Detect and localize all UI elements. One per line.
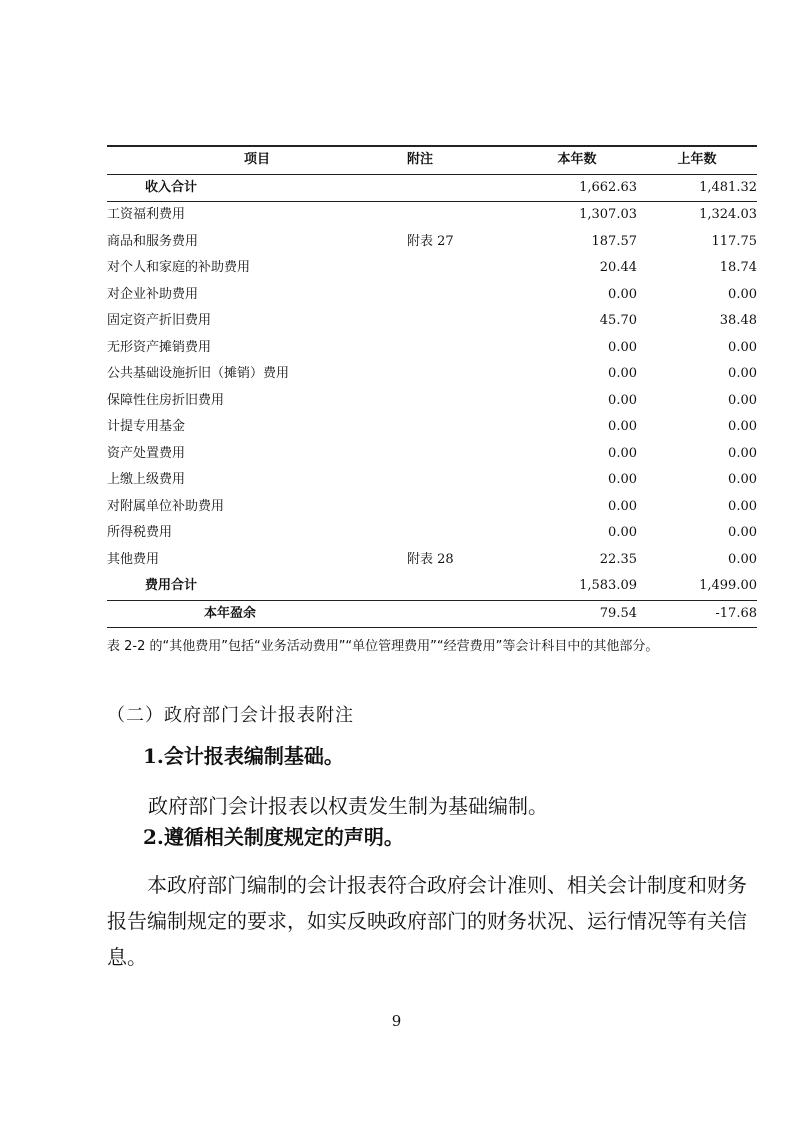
surplus-row — [107, 600, 757, 628]
row-current-value: 79.54 — [599, 605, 637, 621]
row-previous-value: 0.00 — [728, 339, 757, 355]
paragraph-2: 本政府部门编制的会计报表符合政府会计准则、相关会计制度和财务报告编制规定的要求，如实反映政府部门的财务状况、运行情况等有关信息。 — [107, 873, 747, 969]
row-current-value: 0.00 — [608, 445, 637, 461]
row-previous-value: 0.00 — [728, 419, 757, 434]
row-previous-value: 0.00 — [728, 498, 757, 514]
paragraph-1: 政府部门会计报表以权责发生制为基础编制。 — [148, 794, 548, 818]
subsection-heading-1: 1.会计报表编制基础。 — [143, 744, 344, 768]
row-note — [407, 600, 517, 628]
row-previous-value: 0.00 — [728, 286, 757, 302]
row-label: 对附属单位补助费用 — [107, 498, 225, 514]
row-note — [407, 255, 517, 282]
row-note — [407, 202, 517, 229]
row-current-value: 0.00 — [608, 339, 637, 355]
row-previous-value: 0.00 — [728, 392, 757, 408]
row-label: 其他费用 — [107, 551, 160, 567]
row-label: 收入合计 — [145, 179, 198, 195]
income-total-row — [107, 174, 757, 202]
table-row — [107, 361, 757, 388]
row-previous-value: 0.00 — [728, 525, 757, 540]
row-current-value: 20.44 — [599, 260, 637, 275]
table-row — [107, 202, 757, 229]
table-row — [107, 520, 757, 547]
table-row — [107, 494, 757, 521]
row-label: 对企业补助费用 — [107, 286, 199, 302]
header-item: 项目 — [243, 152, 270, 167]
row-previous-value: 0.00 — [728, 445, 757, 461]
row-label: 对个人和家庭的补助费用 — [107, 260, 251, 275]
row-previous-value: 117.75 — [711, 233, 757, 249]
table-row — [107, 441, 757, 468]
row-label: 计提专用基金 — [107, 419, 186, 434]
row-label: 资产处置费用 — [107, 445, 186, 461]
row-note — [407, 494, 517, 521]
row-current-value: 1,583.09 — [579, 578, 637, 593]
row-previous-value: 38.48 — [719, 313, 757, 328]
header-note: 附注 — [407, 152, 434, 167]
row-note — [407, 441, 517, 468]
table-row — [107, 308, 757, 335]
header-previous-year: 上年数 — [677, 152, 717, 167]
row-previous-value: 1,481.32 — [699, 179, 757, 195]
row-label: 固定资产折旧费用 — [107, 313, 212, 328]
row-current-value: 0.00 — [608, 286, 637, 302]
table-row — [107, 335, 757, 362]
row-note — [407, 174, 517, 202]
row-label: 费用合计 — [145, 578, 198, 593]
row-current-value: 1,307.03 — [579, 207, 637, 222]
row-previous-value: 0.00 — [728, 551, 757, 567]
table-row — [107, 467, 757, 494]
row-current-value: 0.00 — [608, 472, 637, 487]
row-current-value: 0.00 — [608, 392, 637, 408]
row-note — [407, 388, 517, 415]
row-label: 保障性住房折旧费用 — [107, 392, 225, 408]
row-note: 附表 28 — [407, 551, 454, 567]
row-current-value: 22.35 — [599, 551, 637, 567]
expense-total-row — [107, 573, 757, 600]
row-note — [407, 308, 517, 335]
row-current-value: 0.00 — [608, 525, 637, 540]
table-row — [107, 547, 757, 574]
table-header-row — [107, 146, 757, 174]
row-label: 商品和服务费用 — [107, 233, 199, 249]
table-row — [107, 388, 757, 415]
row-previous-value: 1,324.03 — [699, 207, 757, 222]
row-note — [407, 361, 517, 388]
row-previous-value: 1,499.00 — [699, 578, 757, 593]
table-row — [107, 414, 757, 441]
table-row — [107, 229, 757, 256]
row-previous-value: -17.68 — [715, 605, 757, 621]
row-label: 工资福利费用 — [107, 207, 186, 222]
row-label: 上缴上级费用 — [107, 472, 186, 487]
row-current-value: 187.57 — [591, 233, 637, 249]
subsection-heading-2: 2.遵循相关制度规定的声明。 — [143, 825, 404, 849]
row-current-value: 0.00 — [608, 498, 637, 514]
row-note — [407, 414, 517, 441]
row-label: 无形资产摊销费用 — [107, 339, 212, 355]
row-previous-value: 0.00 — [728, 366, 757, 381]
row-label: 所得税费用 — [107, 525, 173, 540]
row-note — [407, 282, 517, 309]
row-note — [407, 520, 517, 547]
row-previous-value: 0.00 — [728, 472, 757, 487]
row-current-value: 0.00 — [608, 366, 637, 381]
row-note: 附表 27 — [407, 233, 454, 249]
row-current-value: 0.00 — [608, 419, 637, 434]
row-current-value: 1,662.63 — [579, 179, 637, 195]
page-number: 9 — [391, 1012, 402, 1030]
income-expense-table — [107, 145, 757, 628]
table-row — [107, 255, 757, 282]
row-note — [407, 335, 517, 362]
section-heading: （二）政府部门会计报表附注 — [107, 705, 354, 726]
row-note — [407, 467, 517, 494]
table-row — [107, 282, 757, 309]
row-label: 公共基础设施折旧（摊销）费用 — [107, 366, 290, 381]
row-previous-value: 18.74 — [719, 260, 757, 275]
header-current-year: 本年数 — [557, 152, 597, 167]
table-footnote: 表 2-2 的“其他费用”包括“业务活动费用”“单位管理费用”“经营费用”等会计科目中的其他部分。 — [107, 639, 659, 654]
row-label: 本年盈余 — [204, 605, 257, 621]
row-note — [407, 573, 517, 600]
row-current-value: 45.70 — [599, 313, 637, 328]
